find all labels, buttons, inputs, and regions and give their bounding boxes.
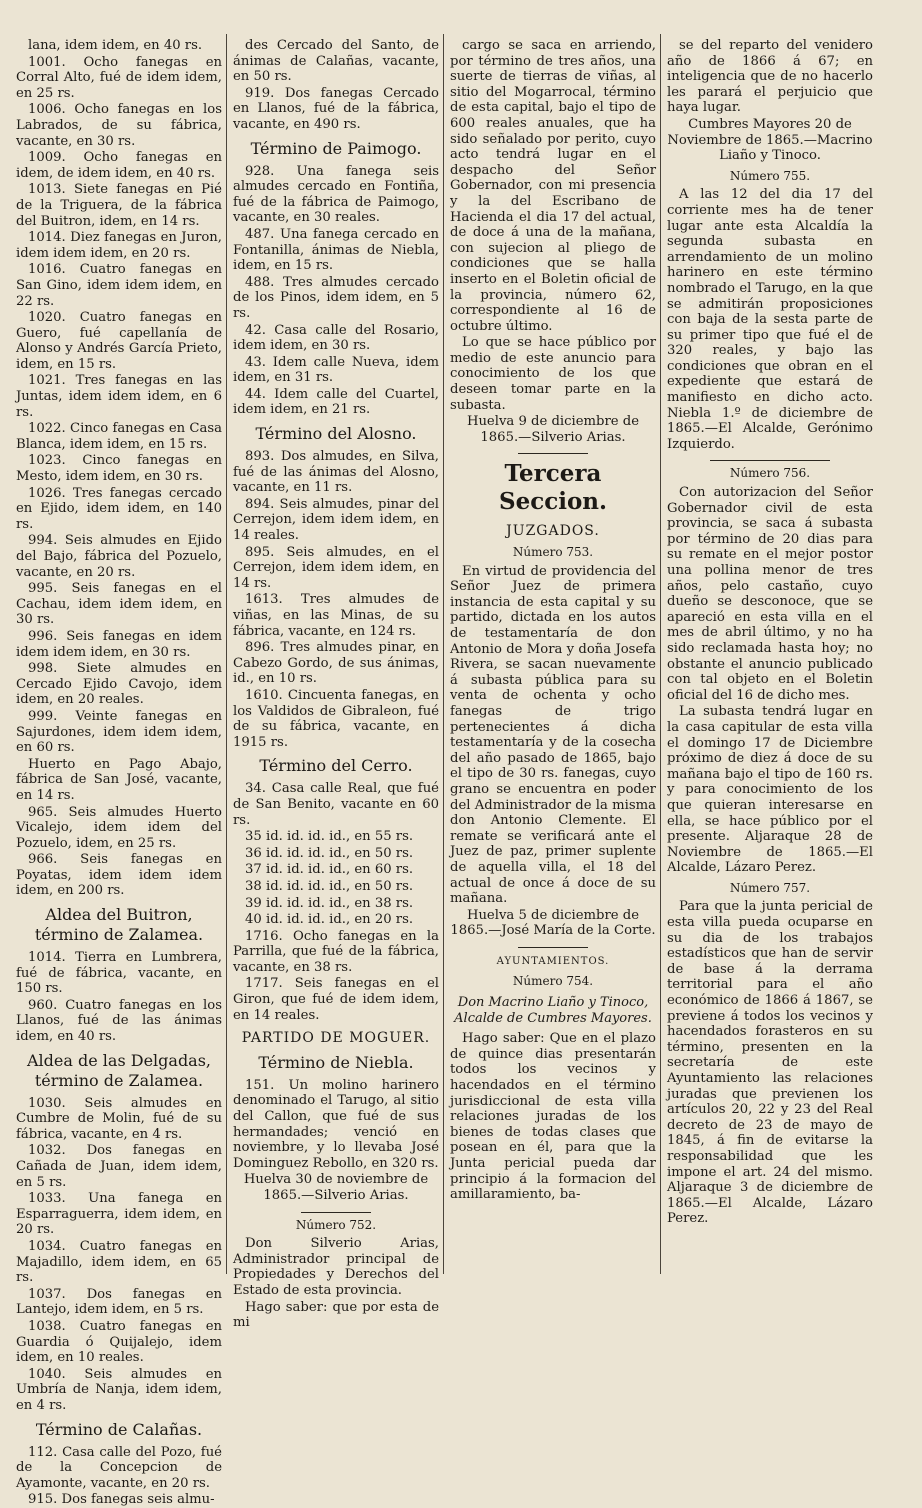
list-item: 38 id. id. id. id., en 50 rs.	[245, 878, 414, 894]
signature-line: Huelva 30 de noviembre de 1865.—Silverio Arias.	[243, 1172, 429, 1203]
list-item: 999. Veinte fanegas en Sajurdones, idem idem idem, en 60 rs.	[16, 708, 222, 756]
list-item: 1038. Cuatro fanegas en Guardia ó Quijalejo, idem idem, en 10 reales.	[16, 1318, 222, 1366]
notice-number: Número 752.	[295, 1217, 377, 1232]
notice-text: En virtud de providencia del Señor Juez de primera instancia de esta capital y su partido, dictada en los autos de testamentaría de don Antonio de Mora y doña Josefa Rivera, se sacan nuevamente á subasta pública para su venta de ochenta y ocho fanegas de trigo pertenecientes á dicha testamentaría y de la cosecha del año pasado de 1865, bajo el tipo de 30 rs. fanegas, cuyo grano se encuentra en poder del Administrador de la misma don Antonio Clemente. El remate se verificará ante el Juez de paz, primer suplente de aquella villa, el 18 del actual de once á doce de su mañana.	[450, 563, 656, 907]
divider	[518, 453, 588, 454]
list-item: 42. Casa calle del Rosario, idem idem, en 30 rs.	[233, 322, 439, 354]
list-item: 40 id. id. id. id., en 20 rs.	[245, 912, 414, 928]
list-item: 1033. Una fanega en Esparraguerra, idem idem, en 20 rs.	[16, 1191, 222, 1238]
list-item: 1022. Cinco fanegas en Casa Blanca, idem idem, en 15 rs.	[16, 421, 222, 452]
list-item: 1040. Seis almudes en Umbría de Nanja, idem idem, en 4 rs.	[16, 1366, 222, 1413]
notice-text: Lo que se hace público por medio de este anuncio para conocimiento de los que deseen tomar parte en la subasta.	[450, 335, 656, 413]
column-1	[16, 38, 222, 1508]
list-item: 39 id. id. id. id., en 38 rs.	[245, 895, 414, 911]
list-item: 1020. Cuatro fanegas en Guero, fué capellanía de Alonso y Andrés García Prieto, idem, en 15 rs.	[16, 310, 222, 372]
list-item: 915. Dos fanegas seis almu-	[28, 1492, 215, 1508]
list-item: 996. Seis fanegas en idem idem idem idem, en 30 rs.	[16, 628, 222, 660]
notice-text: Para que la junta pericial de esta villa pueda ocuparse en su dia de los trabajos estadísticos que han de servir de base á la derrama territorial para el año económico de 1866 á 1867, se previene á todos los vecinos y hacendados forasteros en su término, presenten en la secretaría de este Ayuntamiento las relaciones juradas que previenen los artículos 20, 22 y 23 del Real decreto de 23 de mayo de 1845, á fin de evitarse la responsabilidad que les impone el art. 24 del mismo. Aljaraque 3 de diciembre de 1865.—El Alcalde, Lázaro Perez.	[667, 899, 873, 1227]
section-heading: Aldea de las Delgadas, término de Zalamea.	[26, 1050, 212, 1090]
list-item: 112. Casa calle del Pozo, fué de la Concepcion de Ayamonte, vacante, en 20 rs.	[16, 1444, 222, 1491]
list-item: 1034. Cuatro fanegas en Majadillo, idem idem, en 65 rs.	[16, 1238, 222, 1286]
notice-text: Don Silverio Arias, Administrador principal de Propiedades y Derechos del Estado de esta provincia.	[233, 1236, 439, 1298]
list-item: lana, idem idem, en 40 rs.	[28, 38, 203, 53]
list-item: 1610. Cincuenta fanegas, en los Valdidos de Gibraleon, fué de su fábrica, vacante, en 1915 rs.	[233, 687, 439, 750]
list-item: 966. Seis fanegas en Poyatas, idem idem idem idem, en 200 rs.	[16, 852, 222, 899]
list-item: 1016. Cuatro fanegas en San Gino, idem idem idem, en 22 rs.	[16, 262, 222, 309]
list-item: 1014. Tierra en Lumbrera, fué de fábrica, vacante, en 150 rs.	[16, 950, 222, 997]
list-item: 43. Idem calle Nueva, idem idem, en 31 rs.	[233, 354, 439, 386]
list-item: 1013. Siete fanegas en Pié de la Triguera, de la fábrica del Buitron, idem, en 14 rs.	[16, 182, 222, 229]
notice-text: se del reparto del venidero año de 1866 á 67; en inteligencia que de no hacerlo les parará el perjuicio que haya lugar.	[667, 38, 873, 116]
list-item: 35 id. id. id. id., en 55 rs.	[245, 829, 414, 845]
divider	[301, 1212, 371, 1213]
list-item: 893. Dos almudes, en Silva, fué de las ánimas del Alosno, vacante, en 11 rs.	[233, 449, 439, 496]
list-item: 37 id. id. id. id., en 60 rs.	[245, 862, 414, 878]
list-item: 36 id. id. id. id., en 50 rs.	[245, 845, 414, 861]
column-4	[667, 38, 873, 1270]
notice-number: Número 753.	[512, 545, 594, 560]
list-item: 1716. Ocho fanegas en la Parrilla, que fué de la fábrica, vacante, en 38 rs.	[233, 928, 439, 975]
list-item: 151. Un molino harinero denominado el Tarugo, al sitio del Callon, que fué de sus hermandades; venció en noviembre, y lo llevaba José Dominguez Rebollo, en 320 rs.	[233, 1077, 439, 1171]
subsection-heading: JUZGADOS.	[506, 523, 600, 540]
list-item: 960. Cuatro fanegas en los Llanos, fué de las ánimas idem, en 40 rs.	[16, 997, 222, 1045]
list-item: 1023. Cinco fanegas en Mesto, idem idem, en 30 rs.	[16, 453, 222, 485]
list-item: 1026. Tres fanegas cercado en Ejido, idem idem, en 140 rs.	[16, 485, 222, 532]
divider	[710, 460, 830, 461]
column-3	[450, 38, 656, 1270]
list-item: 965. Seis almudes Huerto Vicalejo, idem idem del Pozuelo, idem, en 25 rs.	[16, 804, 222, 851]
notice-text: cargo se saca en arriendo, por término de tres años, una suerte de tierras de viñas, al sitio del Mogarrocal, término de esta capital, bajo el tipo de 600 reales anuales, que ha sido señalado por perito, cuyo acto tendrá lugar en el despacho del Señor Gobernador, con mi presencia y la del Escribano de Hacienda el dia 17 del actual, de doce á una de la mañana, con sujecion al pliego de condiciones que se halla inserto en el Boletin oficial de la provincia, número 62, correspondiente al 16 de octubre último.	[450, 38, 656, 334]
list-item: 1009. Ocho fanegas en idem, de idem idem, en 40 rs.	[16, 150, 222, 181]
section-heading: Término de Niebla.	[258, 1052, 414, 1072]
notice-text: Con autorizacion del Señor Gobernador civil de esta provincia, se saca á subasta por término de 20 dias para su remate en el mejor postor una pollina menor de tres años, pelo castaño, cuyo dueño se desconoce, que se apareció en esta villa en el mes de abril último, y no ha sido reclamada hasta hoy; no obstante el anuncio publicado con tal objeto en el Boletin oficial del 16 de dicho mes.	[667, 485, 873, 703]
list-item: 895. Seis almudes, en el Cerrejon, idem idem idem, en 14 rs.	[233, 544, 439, 591]
list-item: 1037. Dos fanegas en Lantejo, idem idem, en 5 rs.	[16, 1286, 222, 1318]
notice-text: La subasta tendrá lugar en la casa capitular de esta villa el domingo 17 de Diciembre próximo de diez á doce de su mañana bajo el tipo de 160 rs. y para conocimiento de los que quieran interesarse en ella, se hace público por el presente. Aljaraque 28 de Noviembre de 1865.—El Alcalde, Lázaro Perez.	[667, 704, 873, 876]
list-item: 894. Seis almudes, pinar del Cerrejon, idem idem idem, en 14 reales.	[233, 496, 439, 544]
divider	[518, 947, 588, 948]
list-item: 995. Seis fanegas en el Cachau, idem idem idem, en 30 rs.	[16, 581, 222, 628]
section-heading: Término de Calañas.	[35, 1419, 203, 1439]
notice-title: Don Macrino Liaño y Tinoco, Alcalde de Cumbres Mayores.	[454, 995, 652, 1026]
notice-text: Hago saber: que por esta de mi	[233, 1299, 439, 1331]
notice-number: Número 755.	[729, 168, 811, 183]
signature-line: Huelva 5 de diciembre de 1865.—José María de la Corte.	[450, 907, 656, 939]
partido-heading: PARTIDO DE MOGUER.	[241, 1030, 431, 1047]
notice-number: Número 756.	[729, 466, 811, 481]
list-item: 919. Dos fanegas Cercado en Llanos, fué de la fábrica, vacante, en 490 rs.	[233, 85, 439, 132]
notice-text: A las 12 del dia 17 del corriente mes ha de tener lugar ante esta Alcaldía la segunda subasta en arrendamiento de un molino harinero en este término nombrado el Tarugo, en la que se admitirán proposiciones con baja de la sesta parte de su primer tipo que fué el de 320 reales, y bajo las condiciones que obran en el expediente que estará de manifiesto en dicho acto. Niebla 1.º de diciembre de 1865.—El Alcalde, Gerónimo Izquierdo.	[667, 187, 873, 452]
notice-number: Número 754.	[512, 974, 594, 989]
list-item: 488. Tres almudes cercado de los Pinos, idem idem, en 5 rs.	[233, 274, 439, 321]
subsection-heading: AYUNTAMIENTOS.	[496, 955, 610, 967]
notice-text: Hago saber: Que en el plazo de quince dias presentarán todos los vecinos y hacendados en el término jurisdiccional de esta villa relaciones juradas de los bienes de todas clases que posean en él, para que la Junta pericial pueda dar principio á la formacion del amillaramiento, ba-	[450, 1031, 656, 1203]
list-item: 896. Tres almudes pinar, en Cabezo Gordo, de sus ánimas, id., en 10 rs.	[233, 640, 439, 687]
list-item: 1613. Tres almudes de viñas, en las Minas, de su fábrica, vacante, en 124 rs.	[233, 592, 439, 639]
list-item: 998. Siete almudes en Cercado Ejido Cavojo, idem idem, en 20 reales.	[16, 661, 222, 708]
section-heading: Aldea del Buitron, término de Zalamea.	[34, 905, 204, 945]
list-item: 44. Idem calle del Cuartel, idem idem, en 21 rs.	[233, 386, 439, 418]
list-item: 928. Una fanega seis almudes cercado en Fontiña, fué de la fábrica de Paimogo, vacante, en 30 reales.	[233, 163, 439, 226]
notice-number: Número 757.	[729, 880, 811, 895]
list-item: 1021. Tres fanegas en las Juntas, idem idem idem, en 6 rs.	[16, 373, 222, 420]
column-rule	[226, 34, 227, 1274]
section-heading: Término del Cerro.	[259, 756, 413, 776]
section-heading: Término de Paimogo.	[250, 138, 422, 158]
list-item: 1001. Ocho fanegas en Corral Alto, fué de idem idem, en 25 rs.	[16, 54, 222, 101]
signature-line: Cumbres Mayores 20 de Noviembre de 1865.—Macrino Liaño y Tinoco.	[667, 116, 873, 164]
column-rule	[660, 34, 661, 1274]
list-item: Huerto en Pago Abajo, fábrica de San José, vacante, en 14 rs.	[16, 756, 222, 803]
section-heading: Término del Alosno.	[255, 424, 417, 444]
list-item: 1014. Diez fanegas en Juron, idem idem idem, en 20 rs.	[16, 230, 222, 261]
signature-line: Huelva 9 de diciembre de 1865.—Silverio Arias.	[466, 414, 640, 445]
column-2	[233, 38, 439, 1331]
list-item: 1030. Seis almudes en Cumbre de Molin, fué de su fábrica, vacante, en 4 rs.	[16, 1095, 222, 1142]
list-item: 994. Seis almudes en Ejido del Bajo, fábrica del Pozuelo, vacante, en 20 rs.	[16, 533, 222, 580]
section-title: Tercera Seccion.	[498, 460, 608, 516]
list-item: 34. Casa calle Real, que fué de San Benito, vacante en 60 rs.	[233, 781, 439, 828]
column-rule	[443, 34, 444, 1274]
list-item: 1717. Seis fanegas en el Giron, que fué de idem idem, en 14 reales.	[233, 976, 439, 1023]
list-item: 1006. Ocho fanegas en los Labrados, de su fábrica, vacante, en 30 rs.	[16, 102, 222, 149]
list-item: 487. Una fanega cercado en Fontanilla, ánimas de Niebla, idem, en 15 rs.	[233, 226, 439, 274]
list-item: des Cercado del Santo, de ánimas de Calañas, vacante, en 50 rs.	[233, 38, 439, 85]
list-item: 1032. Dos fanegas en Cañada de Juan, idem idem, en 5 rs.	[16, 1143, 222, 1190]
